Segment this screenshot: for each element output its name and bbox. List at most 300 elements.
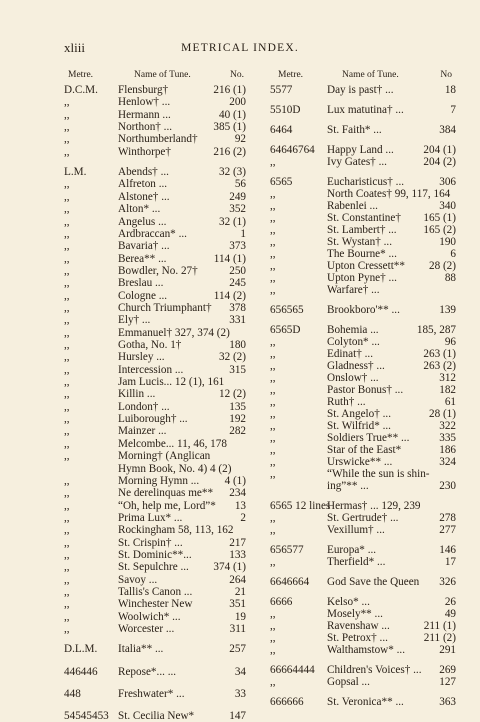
metre: ,, bbox=[64, 586, 70, 598]
metre: ,, bbox=[270, 272, 276, 284]
hymn-number: 92 bbox=[234, 133, 246, 146]
tune-name: Savoy ... bbox=[118, 573, 158, 586]
tune-name: Europa* ... bbox=[327, 544, 377, 556]
tune-name: Ardbraccan* ... bbox=[118, 227, 187, 240]
index-row bbox=[270, 676, 456, 688]
hymn-number: 282 bbox=[229, 425, 246, 438]
hymn-number: 373 bbox=[229, 240, 246, 253]
tune-name: Morning Hymn ... bbox=[118, 474, 200, 487]
tune-name: Rockingham 58, 113, 162 bbox=[118, 524, 234, 537]
tune-name: St. Cecilia New* bbox=[118, 710, 195, 722]
metre: ,, bbox=[64, 326, 70, 339]
metre: ,, bbox=[270, 408, 276, 420]
index-row bbox=[270, 408, 456, 420]
index-row bbox=[64, 339, 246, 351]
hymn-number: 135 bbox=[229, 400, 246, 413]
tune-name: Emmanuel† 327, 374 (2) bbox=[118, 326, 230, 339]
metre: ,, bbox=[64, 536, 70, 549]
hymn-number: 264 bbox=[229, 573, 246, 586]
tune-name: Urswicke** ... bbox=[327, 456, 393, 468]
metre: ,, bbox=[64, 598, 70, 611]
tune-name: Alfreton ... bbox=[118, 178, 168, 191]
index-row bbox=[270, 444, 456, 456]
hymn-number: 2 bbox=[240, 511, 246, 524]
tune-name: Woolwich* ... bbox=[118, 610, 181, 623]
hymn-number: 146 bbox=[439, 544, 456, 556]
tune-name: ing”** ... bbox=[327, 480, 369, 492]
tune-name: St. Wilfrid* ... bbox=[327, 420, 391, 432]
hymn-number: 249 bbox=[229, 190, 246, 203]
hymn-number: 352 bbox=[229, 203, 246, 216]
tune-name: Winchester New bbox=[118, 598, 193, 611]
tune-name: Upton Pyne† ... bbox=[327, 272, 397, 284]
tune-name: Therfield* ... bbox=[327, 556, 386, 568]
metre: ,, bbox=[64, 178, 70, 191]
metre: ,, bbox=[270, 284, 276, 296]
hymn-number: 335 bbox=[439, 432, 456, 444]
tune-name: Melcombe... 11, 46, 178 bbox=[118, 437, 227, 450]
hymn-number: 28 (1) bbox=[428, 408, 456, 420]
metre: ,, bbox=[270, 212, 276, 224]
metre: ,, bbox=[64, 437, 70, 450]
tune-name: “Oh, help me, Lord”* bbox=[118, 499, 216, 512]
index-row bbox=[64, 574, 246, 586]
hymn-number: 340 bbox=[439, 200, 456, 212]
index-row bbox=[64, 475, 246, 487]
hymn-number: 315 bbox=[229, 363, 246, 376]
metre: ,, bbox=[64, 400, 70, 413]
hymn-number: 277 bbox=[439, 524, 456, 536]
tune-name: Flensburg† bbox=[118, 84, 169, 96]
tune-name: Bowdler, No. 27† bbox=[118, 264, 198, 277]
metre: ,, bbox=[64, 145, 70, 158]
tune-name: Warfare† ... bbox=[327, 284, 380, 296]
tune-name: Cologne ... bbox=[118, 289, 168, 302]
metre: ,, bbox=[64, 413, 70, 426]
metre: D.C.M. bbox=[64, 84, 98, 96]
index-row bbox=[64, 96, 246, 108]
metre: ,, bbox=[270, 236, 276, 248]
metre: ,, bbox=[270, 248, 276, 260]
number-header: No. bbox=[230, 70, 244, 80]
index-row bbox=[270, 524, 456, 536]
index-row bbox=[64, 84, 246, 96]
hymn-number: 263 (1) bbox=[423, 348, 456, 360]
tune-name: St. Faith* ... bbox=[327, 124, 382, 136]
tune-name: Vexillum† ... bbox=[327, 524, 385, 536]
index-row bbox=[64, 450, 246, 462]
hymn-number: 34 bbox=[234, 665, 246, 678]
metre: ,, bbox=[270, 420, 276, 432]
tune-header: Name of Tune. bbox=[134, 70, 191, 80]
tune-name: Northon† ... bbox=[118, 121, 173, 134]
hymn-number: 190 bbox=[439, 236, 456, 248]
metre: ,, bbox=[64, 240, 70, 253]
index-row bbox=[270, 480, 456, 492]
tune-name: London† ... bbox=[118, 400, 170, 413]
tune-name: Ravenshaw ... bbox=[327, 620, 390, 632]
tune-name: St. Petrox† ... bbox=[327, 632, 388, 644]
hymn-number: 13 bbox=[234, 499, 246, 512]
metre: ,, bbox=[64, 351, 70, 364]
hymn-number: 263 (2) bbox=[423, 360, 456, 372]
tune-name: Hymn Book, No. 4) 4 (2) bbox=[118, 462, 232, 475]
hymn-number: 32 (3) bbox=[218, 166, 246, 179]
index-row bbox=[270, 500, 456, 512]
metre: ,, bbox=[64, 474, 70, 487]
tune-name: Morning† (Anglican bbox=[118, 450, 211, 463]
index-row bbox=[270, 324, 456, 336]
tune-name: Bohemia ... bbox=[327, 324, 379, 336]
index-row bbox=[64, 364, 246, 376]
metre: ,, bbox=[64, 121, 70, 134]
index-row bbox=[270, 420, 456, 432]
index-row bbox=[270, 696, 456, 708]
tune-name: Church Triumphant† bbox=[118, 301, 212, 314]
metre: ,, bbox=[64, 301, 70, 314]
index-row bbox=[270, 620, 456, 632]
metre: ,, bbox=[64, 314, 70, 327]
index-row bbox=[64, 109, 246, 121]
index-row bbox=[64, 549, 246, 561]
hymn-number: 6 bbox=[450, 248, 456, 260]
hymn-number: 331 bbox=[229, 314, 246, 327]
tune-name: St. Constantine† bbox=[327, 212, 401, 224]
metre: ,, bbox=[270, 632, 276, 644]
tune-name: Prima Lux* ... bbox=[118, 511, 183, 524]
tune-name: St. Crispin† ... bbox=[118, 536, 183, 549]
tune-name: Colyton* ... bbox=[327, 336, 380, 348]
tune-name: Walthamstow* ... bbox=[327, 644, 406, 656]
hymn-number: 88 bbox=[444, 272, 456, 284]
index-row bbox=[270, 248, 456, 260]
metre: ,, bbox=[270, 188, 276, 200]
metre: ,, bbox=[270, 384, 276, 396]
hymn-number: 322 bbox=[439, 420, 456, 432]
tune-name: Gladness† ... bbox=[327, 360, 385, 372]
hymn-number: 61 bbox=[444, 396, 456, 408]
metre: ,, bbox=[64, 203, 70, 216]
tune-name: Rabenlei ... bbox=[327, 200, 378, 212]
tune-name: Abends† ... bbox=[118, 166, 169, 179]
metre: ,, bbox=[270, 444, 276, 456]
tune-name: Tallis's Canon ... bbox=[118, 586, 193, 598]
index-row bbox=[270, 544, 456, 556]
index-row bbox=[64, 512, 246, 524]
hymn-number: 28 (2) bbox=[428, 260, 456, 272]
index-row bbox=[64, 586, 246, 598]
metre: D.L.M. bbox=[64, 643, 98, 656]
hymn-number: 165 (1) bbox=[423, 212, 456, 224]
index-row bbox=[270, 200, 456, 212]
index-row bbox=[270, 360, 456, 372]
metre: ,, bbox=[270, 620, 276, 632]
tune-name: Killin ... bbox=[118, 388, 156, 401]
index-row bbox=[270, 144, 456, 156]
metre: ,, bbox=[64, 264, 70, 277]
index-row bbox=[270, 156, 456, 168]
hymn-number: 204 (2) bbox=[423, 156, 456, 168]
metre: ,, bbox=[270, 396, 276, 408]
metre: ,, bbox=[270, 348, 276, 360]
hymn-number: 234 bbox=[229, 487, 246, 500]
metre: ,, bbox=[270, 608, 276, 620]
hymn-number: 114 (1) bbox=[213, 252, 246, 265]
index-row bbox=[64, 290, 246, 302]
tune-name: Intercession ... bbox=[118, 363, 184, 376]
hymn-number: 114 (2) bbox=[213, 289, 246, 302]
metre: ,, bbox=[270, 260, 276, 272]
metre: ,, bbox=[64, 425, 70, 438]
tune-name: Hursley ... bbox=[118, 351, 165, 364]
index-row bbox=[64, 524, 246, 536]
hymn-number: 216 (2) bbox=[213, 145, 246, 158]
index-row bbox=[270, 260, 456, 272]
hymn-number: 21 bbox=[234, 586, 246, 598]
index-row bbox=[64, 240, 246, 252]
index-row bbox=[64, 413, 246, 425]
index-row bbox=[64, 500, 246, 512]
hymn-number: 374 (1) bbox=[213, 561, 246, 574]
hymn-number: 4 (1) bbox=[224, 474, 246, 487]
index-row bbox=[64, 314, 246, 326]
tune-name: St. Angelo† ... bbox=[327, 408, 392, 420]
hymn-number: 204 (1) bbox=[423, 144, 456, 156]
hymn-number: 384 bbox=[439, 124, 456, 136]
hymn-number: 133 bbox=[229, 548, 246, 561]
hymn-number: 182 bbox=[439, 384, 456, 396]
metre: 6646664 bbox=[270, 576, 310, 588]
hymn-number: 147 bbox=[229, 710, 246, 722]
hymn-number: 33 bbox=[234, 688, 246, 701]
metre: ,, bbox=[270, 372, 276, 384]
index-row bbox=[64, 121, 246, 133]
metre: ,, bbox=[270, 156, 276, 168]
index-row bbox=[270, 84, 456, 96]
metre: ,, bbox=[64, 376, 70, 389]
metre: 5577 bbox=[270, 84, 293, 96]
index-row bbox=[270, 176, 456, 188]
metre-header: Metre. bbox=[278, 70, 304, 80]
index-row bbox=[270, 104, 456, 116]
metre: ,, bbox=[64, 133, 70, 146]
tune-name: Jam Lucis... 12 (1), 161 bbox=[118, 376, 225, 389]
metre: ,, bbox=[270, 456, 276, 468]
hymn-number: 32 (2) bbox=[218, 351, 246, 364]
index-row bbox=[64, 203, 246, 215]
tune-name: St. Gertrude† ... bbox=[327, 512, 399, 524]
tune-name: Happy Land ... bbox=[327, 144, 394, 156]
hymn-number: 32 (1) bbox=[218, 215, 246, 228]
tune-name: Pastor Bonus† ... bbox=[327, 384, 404, 396]
metre: ,, bbox=[64, 524, 70, 537]
metre: ,, bbox=[270, 524, 276, 536]
hymn-number: 180 bbox=[229, 339, 246, 351]
index-row bbox=[64, 277, 246, 289]
tune-name: “While the sun is shin- bbox=[327, 468, 430, 480]
hymn-number: 18 bbox=[444, 84, 456, 96]
hymn-number: 385 (1) bbox=[213, 121, 246, 134]
index-row bbox=[270, 644, 456, 656]
metre: 448 bbox=[64, 688, 81, 701]
tune-name: Eucharisticus† ... bbox=[327, 176, 405, 188]
tune-name: Ruth† ... bbox=[327, 396, 366, 408]
index-row bbox=[64, 146, 246, 158]
tune-name: Children's Voices† ... bbox=[327, 664, 422, 676]
tune-name: St. Sepulchre ... bbox=[118, 561, 189, 574]
metre: 6666 bbox=[270, 596, 293, 608]
tune-name: Gopsal ... bbox=[327, 676, 370, 688]
metre: ,, bbox=[64, 499, 70, 512]
page-title: METRICAL INDEX. bbox=[181, 42, 299, 54]
metre: ,, bbox=[270, 556, 276, 568]
index-row bbox=[64, 327, 246, 339]
index-row bbox=[270, 236, 456, 248]
tune-name: Worcester ... bbox=[118, 623, 175, 636]
metre: ,, bbox=[270, 360, 276, 372]
tune-name: Kelso* ... bbox=[327, 596, 370, 608]
hymn-number: 1 bbox=[240, 227, 246, 240]
metre: ,, bbox=[64, 339, 70, 351]
metre: 64646764 bbox=[270, 144, 315, 156]
hymn-number: 211 (2) bbox=[423, 632, 456, 644]
metre: 656577 bbox=[270, 544, 304, 556]
index-row bbox=[270, 384, 456, 396]
index-row bbox=[64, 253, 246, 265]
index-row bbox=[270, 456, 456, 468]
index-row bbox=[270, 348, 456, 360]
index-row bbox=[270, 608, 456, 620]
metre: 656565 bbox=[270, 304, 304, 316]
metre: ,, bbox=[64, 190, 70, 203]
index-row bbox=[270, 556, 456, 568]
tune-name: Hermas† ... 129, 239 bbox=[327, 500, 421, 512]
index-row bbox=[64, 598, 246, 610]
tune-name: Italia** ... bbox=[118, 643, 164, 656]
metre: ,, bbox=[64, 511, 70, 524]
hymn-number: 351 bbox=[229, 598, 246, 611]
index-row bbox=[64, 228, 246, 240]
index-row bbox=[270, 512, 456, 524]
metre: ,, bbox=[270, 512, 276, 524]
tune-name: Ivy Gates† ... bbox=[327, 156, 387, 168]
tune-name: St. Veronica** ... bbox=[327, 696, 404, 708]
hymn-number: 269 bbox=[439, 664, 456, 676]
tune-name: Star of the East* bbox=[327, 444, 402, 456]
tune-name: Brookboro'** ... bbox=[327, 304, 400, 316]
metre: ,, bbox=[64, 215, 70, 228]
index-row bbox=[64, 710, 246, 722]
tune-name: God Save the Queen bbox=[327, 576, 420, 588]
metre: ,, bbox=[64, 573, 70, 586]
index-row bbox=[64, 537, 246, 549]
metre: ,, bbox=[270, 336, 276, 348]
metre: ,, bbox=[270, 468, 276, 480]
hymn-number: 245 bbox=[229, 277, 246, 290]
hymn-number: 49 bbox=[444, 608, 456, 620]
hymn-number: 17 bbox=[444, 556, 456, 568]
tune-name: The Bourne* ... bbox=[327, 248, 397, 260]
metre: ,, bbox=[64, 561, 70, 574]
index-row bbox=[64, 561, 246, 573]
metre: 446446 bbox=[64, 665, 98, 678]
index-row bbox=[64, 611, 246, 623]
metre: 66664444 bbox=[270, 664, 315, 676]
page-number: xliii bbox=[64, 40, 85, 55]
metre: 666666 bbox=[270, 696, 304, 708]
metre: ,, bbox=[270, 676, 276, 688]
hymn-number: 19 bbox=[234, 610, 246, 623]
metre: ,, bbox=[270, 432, 276, 444]
index-row bbox=[64, 401, 246, 413]
hymn-number: 127 bbox=[439, 676, 456, 688]
tune-name: Alstone† ... bbox=[118, 190, 170, 203]
metre: ,, bbox=[270, 644, 276, 656]
metre: ,, bbox=[64, 96, 70, 109]
index-row bbox=[270, 284, 456, 296]
hymn-number: 12 (2) bbox=[218, 388, 246, 401]
index-row bbox=[64, 388, 246, 400]
metre: 54545453 bbox=[64, 710, 109, 722]
metre: ,, bbox=[64, 623, 70, 636]
metre: ,, bbox=[270, 200, 276, 212]
index-row bbox=[270, 304, 456, 316]
index-row bbox=[64, 178, 246, 190]
hymn-number: 7 bbox=[450, 104, 456, 116]
tune-name: Bavaria† ... bbox=[118, 240, 170, 253]
index-row bbox=[64, 643, 246, 655]
metre: 6464 bbox=[270, 124, 293, 136]
index-row bbox=[64, 376, 246, 388]
metre-header: Metre. bbox=[68, 70, 94, 80]
tune-name: Henlow† ... bbox=[118, 96, 171, 109]
tune-name: Mosely** ... bbox=[327, 608, 383, 620]
tune-name: Upton Cressett** bbox=[327, 260, 405, 272]
tune-name: Ely† ... bbox=[118, 314, 151, 327]
tune-header: Name of Tune. bbox=[342, 70, 399, 80]
hymn-number: 230 bbox=[439, 480, 456, 492]
hymn-number: 139 bbox=[439, 304, 456, 316]
metre: ,, bbox=[64, 277, 70, 290]
metre: ,, bbox=[64, 227, 70, 240]
index-row bbox=[64, 166, 246, 178]
index-row bbox=[270, 188, 456, 200]
metre: ,, bbox=[64, 487, 70, 500]
hymn-number: 165 (2) bbox=[423, 224, 456, 236]
index-row bbox=[64, 216, 246, 228]
index-row bbox=[270, 336, 456, 348]
index-row bbox=[64, 623, 246, 635]
hymn-number: 306 bbox=[439, 176, 456, 188]
hymn-number: 250 bbox=[229, 264, 246, 277]
index-row bbox=[64, 425, 246, 437]
index-row bbox=[270, 212, 456, 224]
metre: ,, bbox=[64, 610, 70, 623]
metre: ,, bbox=[64, 108, 70, 121]
tune-name: North Coates† 99, 117, 164 bbox=[327, 188, 451, 200]
hymn-number: 217 bbox=[229, 536, 246, 549]
tune-name: Soldiers True** ... bbox=[327, 432, 410, 444]
metre: 6565D bbox=[270, 324, 301, 336]
number-header: No bbox=[440, 70, 452, 80]
hymn-number: 200 bbox=[229, 96, 246, 109]
metre: ,, bbox=[64, 388, 70, 401]
index-row bbox=[64, 191, 246, 203]
hymn-number: 96 bbox=[444, 336, 456, 348]
index-row bbox=[64, 438, 246, 450]
hymn-number: 311 bbox=[229, 623, 246, 636]
hymn-number: 192 bbox=[229, 413, 246, 426]
